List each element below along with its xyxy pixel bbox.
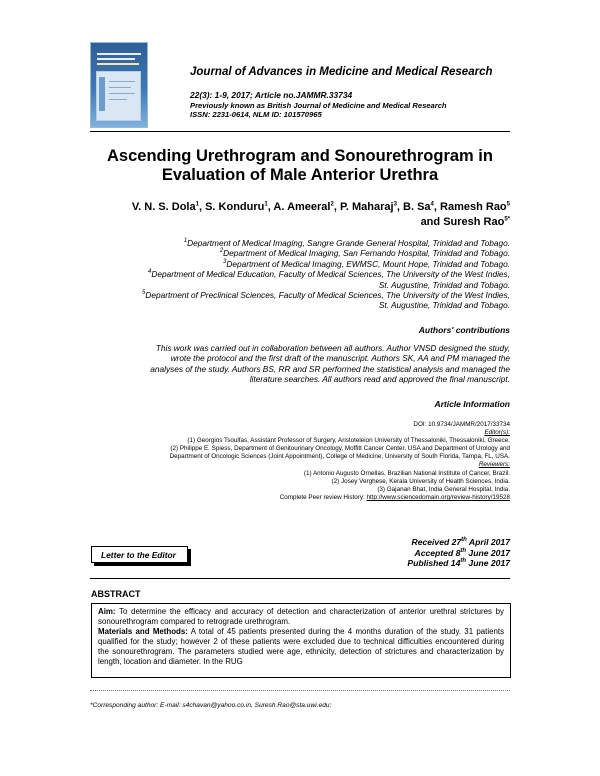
review-history-label: Complete Peer review History: [279,493,365,501]
affiliation-text: Department of Medical Imaging, San Fernando Hospital, Trinidad and Tobago. [223,248,510,259]
affiliation-text: Department of Medical Imaging, EWMSC, Mount Hope, Trinidad and Tobago. [226,258,510,269]
accepted-date: Accepted 8th June 2017 [414,547,510,558]
contributions-line: literature searches. All authors read and approved the final manuscript. [249,374,510,385]
affiliation-text: Department of Preclinical Sciences, Faculty of Medical Sciences, The University of the West Indies, [145,290,510,301]
editors-label: Editor(s): [484,429,510,437]
publication-dates [300,537,510,569]
methods-label: Materials and Methods: [98,627,188,637]
corresponding-author-footnote: *Corresponding author: E-mail: s4chavan@yahoo.co.in, Suresh.Rao@sta.uwi.edu; [90,702,332,709]
author-name: A. Ameeral [273,201,331,213]
contributions-line: This work was carried out in collaboration between all authors. Author VNSD designed the study, [155,343,510,353]
author-sup: 1 [195,201,199,208]
title-line-2: Evaluation of Male Anterior Urethra [161,166,439,184]
author-sup: 4 [430,201,434,208]
abstract-top-rule [90,578,510,579]
affiliations [90,238,510,311]
article-info [90,421,510,502]
contributions-heading: Authors' contributions [418,325,510,335]
article-type-box: Letter to the Editor [91,546,188,563]
article-info-heading: Article Information [434,399,510,409]
author-sup: 3 [393,201,397,208]
contributions-text [90,343,510,385]
author-name: S. Konduru [205,201,265,213]
affiliation-sup: 2 [219,248,224,255]
footnote-rule [90,690,510,691]
contributions-line: wrote the protocol and the first draft of the manuscript. Authors SK, AA and PM managed the [170,353,510,364]
review-history-link[interactable]: http://www.sciencedomain.org/review-history/19528 [366,493,510,501]
author-sup: 5 [506,201,510,208]
affiliation-sup: 3 [223,259,227,266]
affiliation-text: Department of Medical Education, Faculty of Medical Sciences, The University of the West Indies, [151,269,510,280]
reviewers-label: Reviewers: [478,461,510,469]
paper-title [90,147,510,185]
journal-citation: 22(3): 1-9, 2017; Article no.JAMMR.33734 [190,90,353,100]
reviewer-entry: (1) Antonio Augusto Ornellas, Brazilian National Institute of Cancer, Brazil. [303,469,510,477]
abstract-heading: ABSTRACT [91,589,141,599]
journal-previous-name: Previously known as British Journal of Medicine and Medical Research [190,101,447,110]
author-sup: 2 [330,201,334,208]
affiliation-text-cont: St. Augustine, Trinidad and Tobago. [378,279,510,290]
contributions-line: analyses of the study. Authors BS, RR and SR performed the statistical analysis and managed the [150,363,510,374]
affiliation-sup: 1 [183,238,188,245]
received-date: Received 27th April 2017 [411,537,510,547]
editor-entry: Department of Oncologic Sciences (Joint Appointment), College of Medicine, University of South Florida, Tampa, FL, USA. [169,453,510,461]
published-date: Published 14th June 2017 [407,558,510,568]
journal-cover-image [90,42,148,128]
author-name: V. N. S. Dola [131,201,196,213]
title-line-1: Ascending Urethrogram and Sonourethrogram in [107,147,493,165]
affiliation-sup: 5 [142,290,146,297]
author-sup: 5* [504,216,510,223]
affiliation-sup: 4 [148,269,152,276]
editor-entry: (2) Philippe E. Spiess, Department of Genitourinary Oncology, Moffitt Cancer Center, USA and Department of Urology and [170,445,510,453]
editor-entry: (1) Georgios Tsoulfas, Assistant Professor of Surgery, Aristoteleion University of Thessaloniki, Thessaloniki, Greece. [187,437,510,445]
author-name: P. Maharaj [339,201,394,213]
journal-issn: ISSN: 2231-0614, NLM ID: 101570965 [190,110,322,119]
abstract-box [91,603,511,678]
aim-label: Aim: [98,607,116,616]
reviewer-entry: (3) Gajanan Bhat, India General Hospital, India. [377,485,510,493]
aim-text: To determine the efficacy and accuracy of detection and characterization of anterior urethral strictures by sonourethrogram compared to retrograde urethrogram. [98,607,504,627]
reviewer-entry: (2) Josey Verghese, Kerala University of Health Sciences, India. [331,477,510,485]
journal-name: Journal of Advances in Medicine and Medical Research [190,66,493,78]
doi: DOI: 10.9734/JAMMR/2017/33734 [413,421,510,428]
methods-text: A total of 45 patients presented during the 4 months duration of the study. 31 patients qualified for the study; however 2 of these patients were excluded due to technical difficulties encountered during the sonourethrogram. The parameters studied were age, ethnicity, detection of strictures and characterization by length, location and diameter. In the RUG [98,627,505,667]
affiliation-text: Department of Medical Imaging, Sangre Grande General Hospital, Trinidad and Tobago. [187,238,510,248]
affiliation-text-cont: St. Augustine, Trinidad and Tobago. [378,300,510,311]
author-sup: 1 [264,201,268,208]
author-list: V. N. S. Dola$^1$, S. Konduru$^1$, A. Ameeral$^2$, P. Maharaj$^3$, B. Sa$^4$, Ramesh Rao$^5$ and Suresh Rao$^{5*}$ [131,201,510,228]
header-rule [90,131,510,132]
author-name: B. Sa [403,201,431,213]
author-name: Suresh Rao [443,216,505,228]
author-name: Ramesh Rao [440,201,507,213]
